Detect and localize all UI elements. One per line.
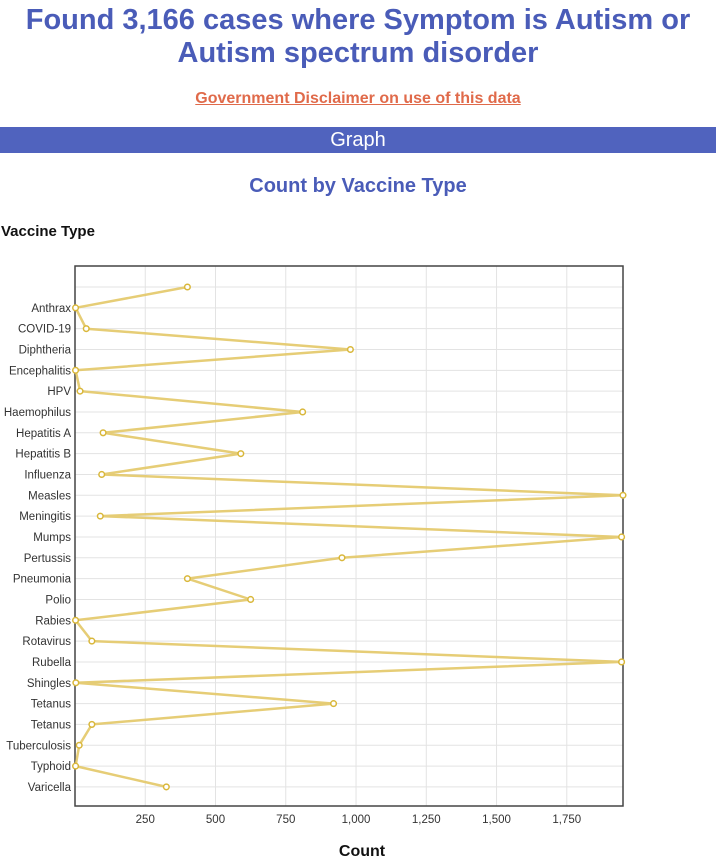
y-tick-label: Shingles <box>26 677 71 690</box>
data-point <box>348 347 354 353</box>
y-tick-label: Varicella <box>27 781 71 794</box>
y-tick-label: Meningitis <box>19 511 71 524</box>
y-axis-title: Vaccine Type <box>1 223 95 240</box>
y-tick-label: Hepatitis A <box>16 427 71 440</box>
y-tick-label: Measles <box>28 490 71 503</box>
y-tick-label: Typhoid <box>30 761 71 774</box>
data-point <box>619 659 625 665</box>
y-tick-label: Encephalitis <box>8 365 71 378</box>
y-tick-label: COVID-19 <box>17 323 71 336</box>
y-tick-label: HPV <box>47 386 71 399</box>
y-tick-label: Rabies <box>35 615 71 628</box>
disclaimer-link[interactable]: Government Disclaimer on use of this data <box>195 90 521 107</box>
data-point <box>89 722 95 728</box>
data-point <box>73 680 79 686</box>
data-point <box>331 701 337 707</box>
data-point <box>77 388 83 394</box>
y-tick-label: Rotavirus <box>22 636 71 649</box>
y-tick-label: Tetanus <box>30 719 71 732</box>
x-tick-label: 1,250 <box>411 814 441 826</box>
data-point <box>185 576 191 582</box>
data-point <box>73 368 79 374</box>
data-point <box>99 472 105 478</box>
data-point <box>619 534 625 540</box>
data-point <box>97 513 103 519</box>
y-tick-label: Haemophilus <box>3 406 71 419</box>
x-tick-label: 250 <box>135 814 155 826</box>
page-title-line-1: Found 3,166 cases where Symptom is Autism or <box>25 4 691 36</box>
y-tick-label: Influenza <box>24 469 71 482</box>
data-point <box>620 493 626 499</box>
y-tick-label: Rubella <box>32 656 71 669</box>
x-tick-label: 500 <box>205 814 226 826</box>
y-tick-label: Tetanus <box>30 698 71 711</box>
data-point <box>89 638 95 644</box>
y-tick-label: Tuberculosis <box>6 740 71 753</box>
data-point <box>73 617 79 623</box>
data-point <box>73 305 79 311</box>
x-tick-label: 1,500 <box>482 814 511 826</box>
page-title-line-2: Autism spectrum disorder <box>177 37 539 69</box>
data-point <box>339 555 345 561</box>
x-tick-label: 1,000 <box>341 814 371 826</box>
y-tick-label: Hepatitis B <box>15 448 71 461</box>
data-point <box>83 326 89 332</box>
y-tick-label: Pneumonia <box>12 573 71 586</box>
y-tick-label: Anthrax <box>31 302 71 315</box>
y-tick-label: Pertussis <box>23 552 71 565</box>
y-tick-label: Diphtheria <box>18 344 71 357</box>
data-point <box>238 451 244 457</box>
section-bar-graph: Graph <box>0 127 716 153</box>
x-tick-label: 1,750 <box>552 814 582 826</box>
x-axis-title: Count <box>338 843 386 860</box>
chart-title: Count by Vaccine Type <box>249 175 467 197</box>
data-point <box>185 284 191 290</box>
y-tick-label: Polio <box>45 594 71 607</box>
data-point <box>76 742 82 748</box>
data-point <box>300 409 306 415</box>
data-point <box>73 763 79 769</box>
y-tick-label: Mumps <box>33 531 71 544</box>
data-point <box>164 784 170 790</box>
data-point <box>100 430 106 436</box>
x-tick-label: 750 <box>276 814 296 826</box>
data-point <box>248 597 254 603</box>
